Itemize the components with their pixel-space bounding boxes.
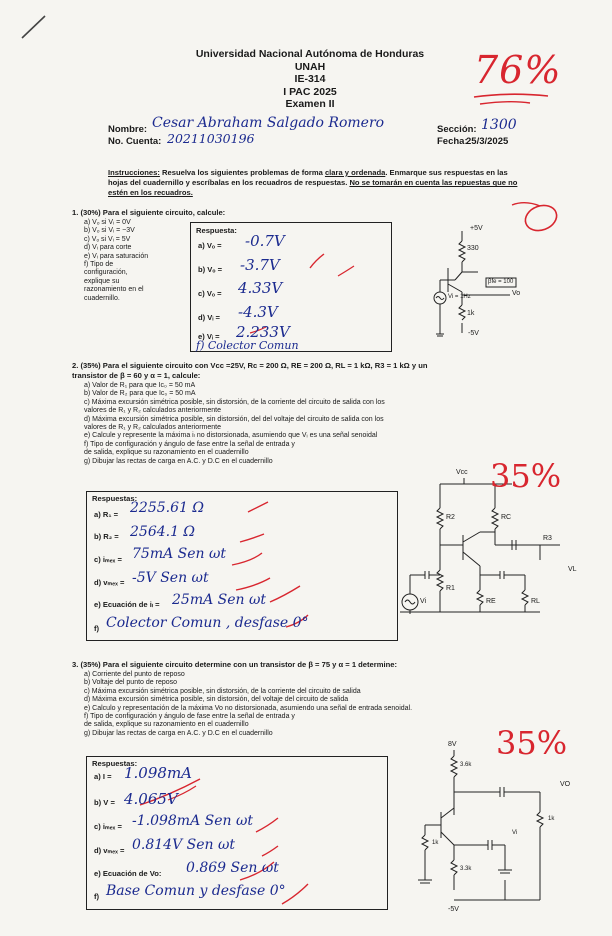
- q2-r1-label: R1: [446, 585, 455, 592]
- q3-value-f: Base Comun y desfase 0°: [106, 883, 286, 899]
- q3-vi-label: Vi: [512, 830, 518, 836]
- q1-label-e: e) Vᵢ =: [198, 332, 220, 341]
- q3-items: [84, 671, 524, 738]
- q2-value-c: 75mA Sen ωt: [132, 546, 227, 562]
- q2-rl-label: RL: [531, 598, 540, 605]
- q1-label-d: d) Vᵢ =: [198, 313, 220, 322]
- q3-rload-label: 1k: [548, 816, 555, 822]
- q3-vcc-label: 8V: [448, 741, 457, 748]
- q3-item: de salida, explique su razonamiento en el cuadernillo: [84, 721, 249, 729]
- q2-value-e: 25mA Sen ωt: [172, 592, 267, 608]
- q2-r2-label: R2: [446, 514, 455, 521]
- q1-label-a: a) Vₒ =: [198, 241, 222, 250]
- q2-r3-label: R3: [543, 535, 552, 542]
- q3-answers-title: Respuestas:: [92, 759, 138, 768]
- q2-re-label: RE: [486, 598, 496, 605]
- q1-item: configuración,: [84, 269, 128, 277]
- q2-vi-label: Vi: [420, 598, 427, 605]
- q2-item: e) Calcule y represente la máxima iₗ no distorsionada, asumiendo que Vᵢ es una señal senoidal: [84, 432, 378, 440]
- q2-title: [72, 361, 552, 381]
- q2-item: b) Valor de R₂ para que Iᴄ₀ = 50 mA: [84, 390, 196, 398]
- q2-title-line2: transistor de β = 60 y α = 1, calcule:: [72, 371, 201, 381]
- q1-label-b: b) Vₒ =: [198, 265, 223, 274]
- q2-vcc-label: Vcc: [456, 469, 468, 476]
- q1-item: razonamiento en el: [84, 286, 144, 294]
- q2-label-d: d) vₘₑₓ =: [94, 578, 125, 587]
- q3-rbase-label: 1k: [432, 840, 439, 846]
- q3-vee-label: -5V: [448, 906, 459, 913]
- q1-value-b: -3.7V: [240, 256, 280, 274]
- q2-answers-title: Respuestas:: [92, 494, 138, 503]
- q3-item: e) Calculo y representación de la máxima Vo no distorsionada, asumiendo una señal de entrada senoidal.: [84, 704, 413, 712]
- q1-label-c: c) Vₒ =: [198, 289, 222, 298]
- q1-value-d: -4.3V: [238, 303, 278, 321]
- q3-score: 35%: [496, 724, 568, 762]
- q1-item: e) Vᵢ para saturación: [84, 252, 149, 260]
- q1-value-e: 2.233V: [236, 323, 290, 341]
- q1-item: f) Tipo de: [84, 261, 114, 269]
- q1-vcc-label: +5V: [470, 225, 483, 232]
- q1-item: cuadernillo.: [84, 294, 120, 302]
- q1-beta-label: βfe = 100: [488, 279, 514, 285]
- section-value: 1300: [481, 117, 517, 133]
- q1-item: a) Vₒ si Vᵢ = 0V: [84, 219, 131, 226]
- university-abbr: UNAH: [294, 60, 326, 73]
- q3-value-b: 4.065V: [124, 790, 178, 808]
- q3-label-c: c) iₘₑₓ =: [94, 822, 122, 831]
- q1-value-f: f) Colector Comun: [196, 339, 299, 352]
- q3-label-f: f): [94, 892, 100, 901]
- q2-value-a: 2255.61 Ω: [130, 500, 204, 516]
- q1-value-a: -0.7V: [245, 232, 285, 250]
- q2-vl-label: VL: [568, 566, 577, 573]
- q1-vi-label: Vi = 1Hz: [448, 294, 471, 300]
- q3-value-a: 1.098mA: [124, 764, 192, 782]
- exam-title: Examen II: [285, 98, 335, 110]
- staple-mark: [22, 16, 45, 38]
- q2-label-f: f): [94, 624, 100, 633]
- q3-circuit: [418, 750, 543, 900]
- account-label: No. Cuenta:: [108, 136, 162, 147]
- q3-value-e: 0.869 Sen ωt: [186, 860, 279, 876]
- q1-vee-label: -5V: [468, 330, 479, 337]
- account-value: 20211030196: [167, 131, 255, 146]
- q3-label-b: b) V =: [94, 798, 115, 807]
- q2-item: f) Tipo de configuración y ángulo de fase entre la señal de entrada y: [84, 440, 295, 448]
- q3-item: b) Voltaje del punto de reposo: [84, 679, 178, 687]
- instructions-emphasis: clara y ordenada: [324, 168, 386, 177]
- q3-value-d: 0.814V Sen ωt: [132, 837, 236, 853]
- q3-label-a: a) I =: [94, 772, 112, 781]
- q2-label-c: c) iₘₑₓ =: [94, 555, 122, 564]
- q1-zero-score: [522, 201, 560, 234]
- q1-value-c: 4.33V: [238, 279, 283, 297]
- q3-rem-label: 3.3k: [460, 866, 472, 872]
- q2-item: valores de R₁ y R₂ calculados anteriormente: [84, 424, 221, 432]
- q2-label-b: b) R₂ =: [94, 532, 119, 541]
- q2-score: 35%: [490, 457, 562, 495]
- q1-item: c) Vₒ si Vᵢ = 5V: [84, 235, 131, 243]
- academic-period: I PAC 2025: [283, 85, 337, 98]
- q3-item: a) Corriente del punto de reposo: [84, 671, 185, 678]
- q1-rc-label: 330: [467, 245, 479, 252]
- q2-value-d: -5V Sen ωt: [132, 570, 209, 586]
- q2-item: a) Valor de R₁ para que Iᴄ₀ = 50 mA: [84, 382, 196, 389]
- section-label: Sección:: [437, 124, 477, 135]
- exam-header: [150, 48, 470, 111]
- q1-vo-label: Vo: [512, 290, 521, 297]
- q3-vo-label: VO: [560, 781, 571, 788]
- instructions-text2: . Enmarque sus respuestas en las hojas del cuadernillo y escríbalas en los recuadros de respuestas.: [108, 168, 508, 188]
- date-value: 25/3/2025: [466, 136, 509, 147]
- q3-item: d) Máxima excursión simétrica posible, sin distorsión, del voltaje del circuito de salida: [84, 696, 349, 704]
- q2-value-f: Colector Comun , desfase 0°: [106, 615, 309, 631]
- q3-label-d: d) vₘₑₓ =: [94, 846, 125, 855]
- q1-item: explique su: [84, 277, 120, 285]
- q3-item: c) Máxima excursión simétrica posible, sin distorsión, de la corriente del circuito de salida: [84, 687, 361, 695]
- q2-item: c) Máxima excursión simétrica posible, sin distorsión, de la corriente del circuito de salida con los: [84, 398, 385, 406]
- q3-title: 3. (35%) Para el siguiente circuito determine con un transistor de β = 75 y α = 1 determine:: [72, 660, 397, 669]
- instructions-text: Resuelva los siguientes problemas de forma: [162, 168, 323, 177]
- instructions: [108, 168, 520, 199]
- q1-item: d) Vᵢ para corte: [84, 244, 132, 252]
- q3-label-e: e) Ecuación de Vo:: [94, 869, 162, 878]
- q2-title-line1: 2. (35%) Para el siguiente circuito con Vcc =25V, Rc = 200 Ω, RE = 200 Ω, RL = 1 kΩ, R3 = 1 kΩ y un: [72, 361, 428, 370]
- q2-item: valores de R₁ y R₂ calculados anteriormente: [84, 407, 221, 415]
- q2-label-e: e) Ecuación de iₗ =: [94, 600, 160, 609]
- q3-value-c: -1.098mA Sen ωt: [132, 813, 254, 829]
- q3-item: g) Dibujar las rectas de carga en A.C. y D.C en el cuadernillo: [84, 729, 273, 737]
- q1-re-label: 1k: [467, 310, 475, 317]
- total-score: 76%: [474, 48, 562, 92]
- university-name: Universidad Nacional Autónoma de Honduras: [195, 48, 425, 60]
- q3-item: f) Tipo de configuración y ángulo de fase entre la señal de entrada y: [84, 713, 295, 721]
- q2-items: [84, 382, 524, 466]
- score-underline: [474, 94, 548, 97]
- q1-item: b) Vₒ si Vᵢ = −3V: [84, 227, 135, 235]
- name-value: Cesar Abraham Salgado Romero: [152, 115, 385, 131]
- q1-title: 1. (30%) Para el siguiente circuito, calcule:: [72, 208, 226, 217]
- instructions-lead: Instrucciones:: [108, 168, 160, 177]
- q1-items: [84, 219, 194, 303]
- q2-rc-label: RC: [501, 514, 512, 521]
- q2-item: d) Máxima excursión simétrica posible, sin distorsión, del del voltaje del circuito de salida con los: [84, 415, 384, 423]
- name-label: Nombre:: [108, 124, 148, 135]
- q2-value-b: 2564.1 Ω: [130, 524, 196, 540]
- q2-label-a: a) R₁ =: [94, 510, 119, 519]
- q2-circuit: [400, 478, 560, 614]
- course-code: IE-314: [294, 73, 326, 85]
- q2-item: g) Dibujar las rectas de carga en A.C. y D.C en el cuadernillo: [84, 457, 273, 465]
- q1-answers-title: Respuesta:: [196, 226, 237, 235]
- date-label: Fecha:: [437, 136, 468, 147]
- instructions-warning: No se tomarán en cuenta las repuestas que no estén en los recuadros.: [108, 178, 518, 198]
- q2-item: de salida, explique su razonamiento en el cuadernillo: [84, 449, 249, 457]
- q3-rtop-label: 3.6k: [460, 762, 472, 768]
